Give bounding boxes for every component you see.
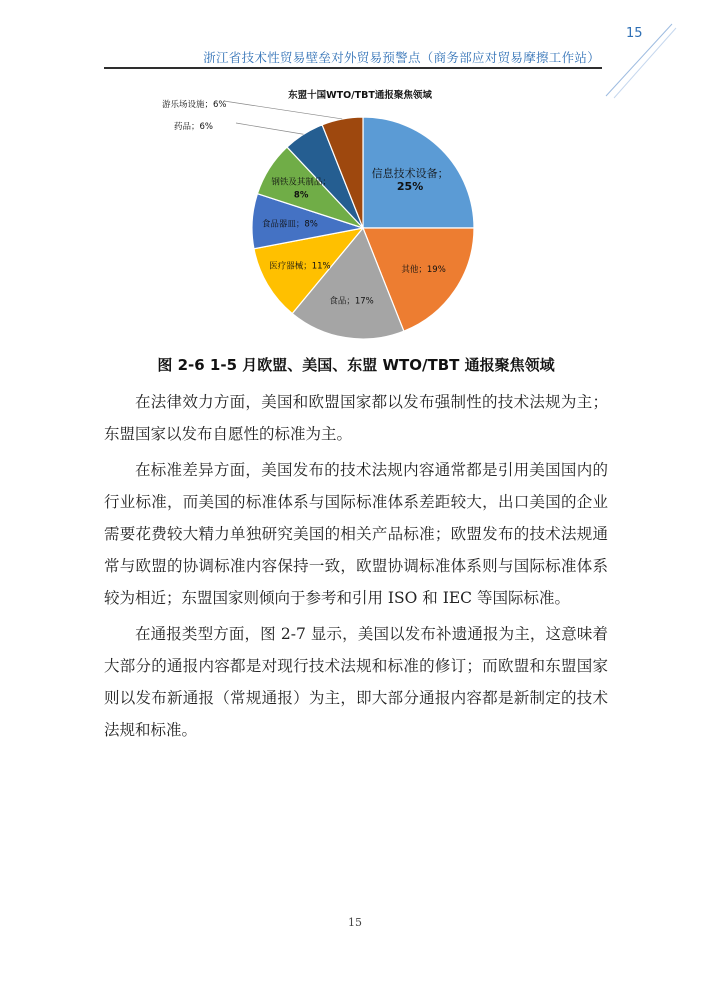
pie-chart xyxy=(162,84,498,354)
footer-page-number: 15 xyxy=(348,916,362,929)
pie-slice-label: 游乐场设施；6% xyxy=(162,100,227,110)
pie-slice-label: 医疗器械；11% xyxy=(269,261,331,272)
body-text xyxy=(104,386,608,750)
paragraph-standard-difference: 在标准差异方面，美国发布的技术法规内容通常都是引用美国国内的行业标准，而美国的标准体系与国际标准体系差距较大，出口美国的企业需要花费较大精力单独研究美国的相关产品标准；欧盟发布的技术法规通常与欧盟的协调标准内容保持一致，欧盟协调标准体系则与国际标准体系较为相近；东盟国家则倾向于参考和引用 ISO 和 IEC 等国际标准。 xyxy=(104,461,608,607)
pie-slice-label: 其他；19% xyxy=(401,265,446,276)
paragraph-notification-type: 在通报类型方面，图 2-7 显示，美国以发布补遗通报为主，这意味着大部分的通报内容都是对现行技术法规和标准的修订；而欧盟和东盟国家则以发布新通报（常规通报）为主，即大部分通报内容都是新制定的技术法规和标准。 xyxy=(104,625,608,739)
header-rule xyxy=(104,67,602,69)
pie-slice-label: 药品；6% xyxy=(174,122,213,132)
chart-title: 东盟十国WTO/TBT通报聚焦领域 xyxy=(288,90,432,101)
pie-slice-label: 信息技术设备； 25% xyxy=(371,166,449,193)
leader-line xyxy=(236,123,304,134)
figure-caption: 图 2-6 1-5 月欧盟、美国、东盟 WTO/TBT 通报聚焦领域 xyxy=(157,356,555,374)
pie-slice-label: 食品；17% xyxy=(329,296,374,307)
leader-line xyxy=(224,101,342,119)
paragraph-legal-effect: 在法律效力方面，美国和欧盟国家都以发布强制性的技术法规为主；东盟国家以发布自愿性的标准为主。 xyxy=(104,393,608,443)
pie-slice-label: 钢铁及其制品； 8% xyxy=(271,177,331,201)
header-page-number: 15 xyxy=(626,26,643,41)
header-title: 浙江省技术性贸易壁垒对外贸易预警点（商务部应对贸易摩擦工作站） xyxy=(203,50,600,65)
header-decoration xyxy=(600,20,680,100)
pie-slice-label: 食品器皿；8% xyxy=(261,219,318,230)
